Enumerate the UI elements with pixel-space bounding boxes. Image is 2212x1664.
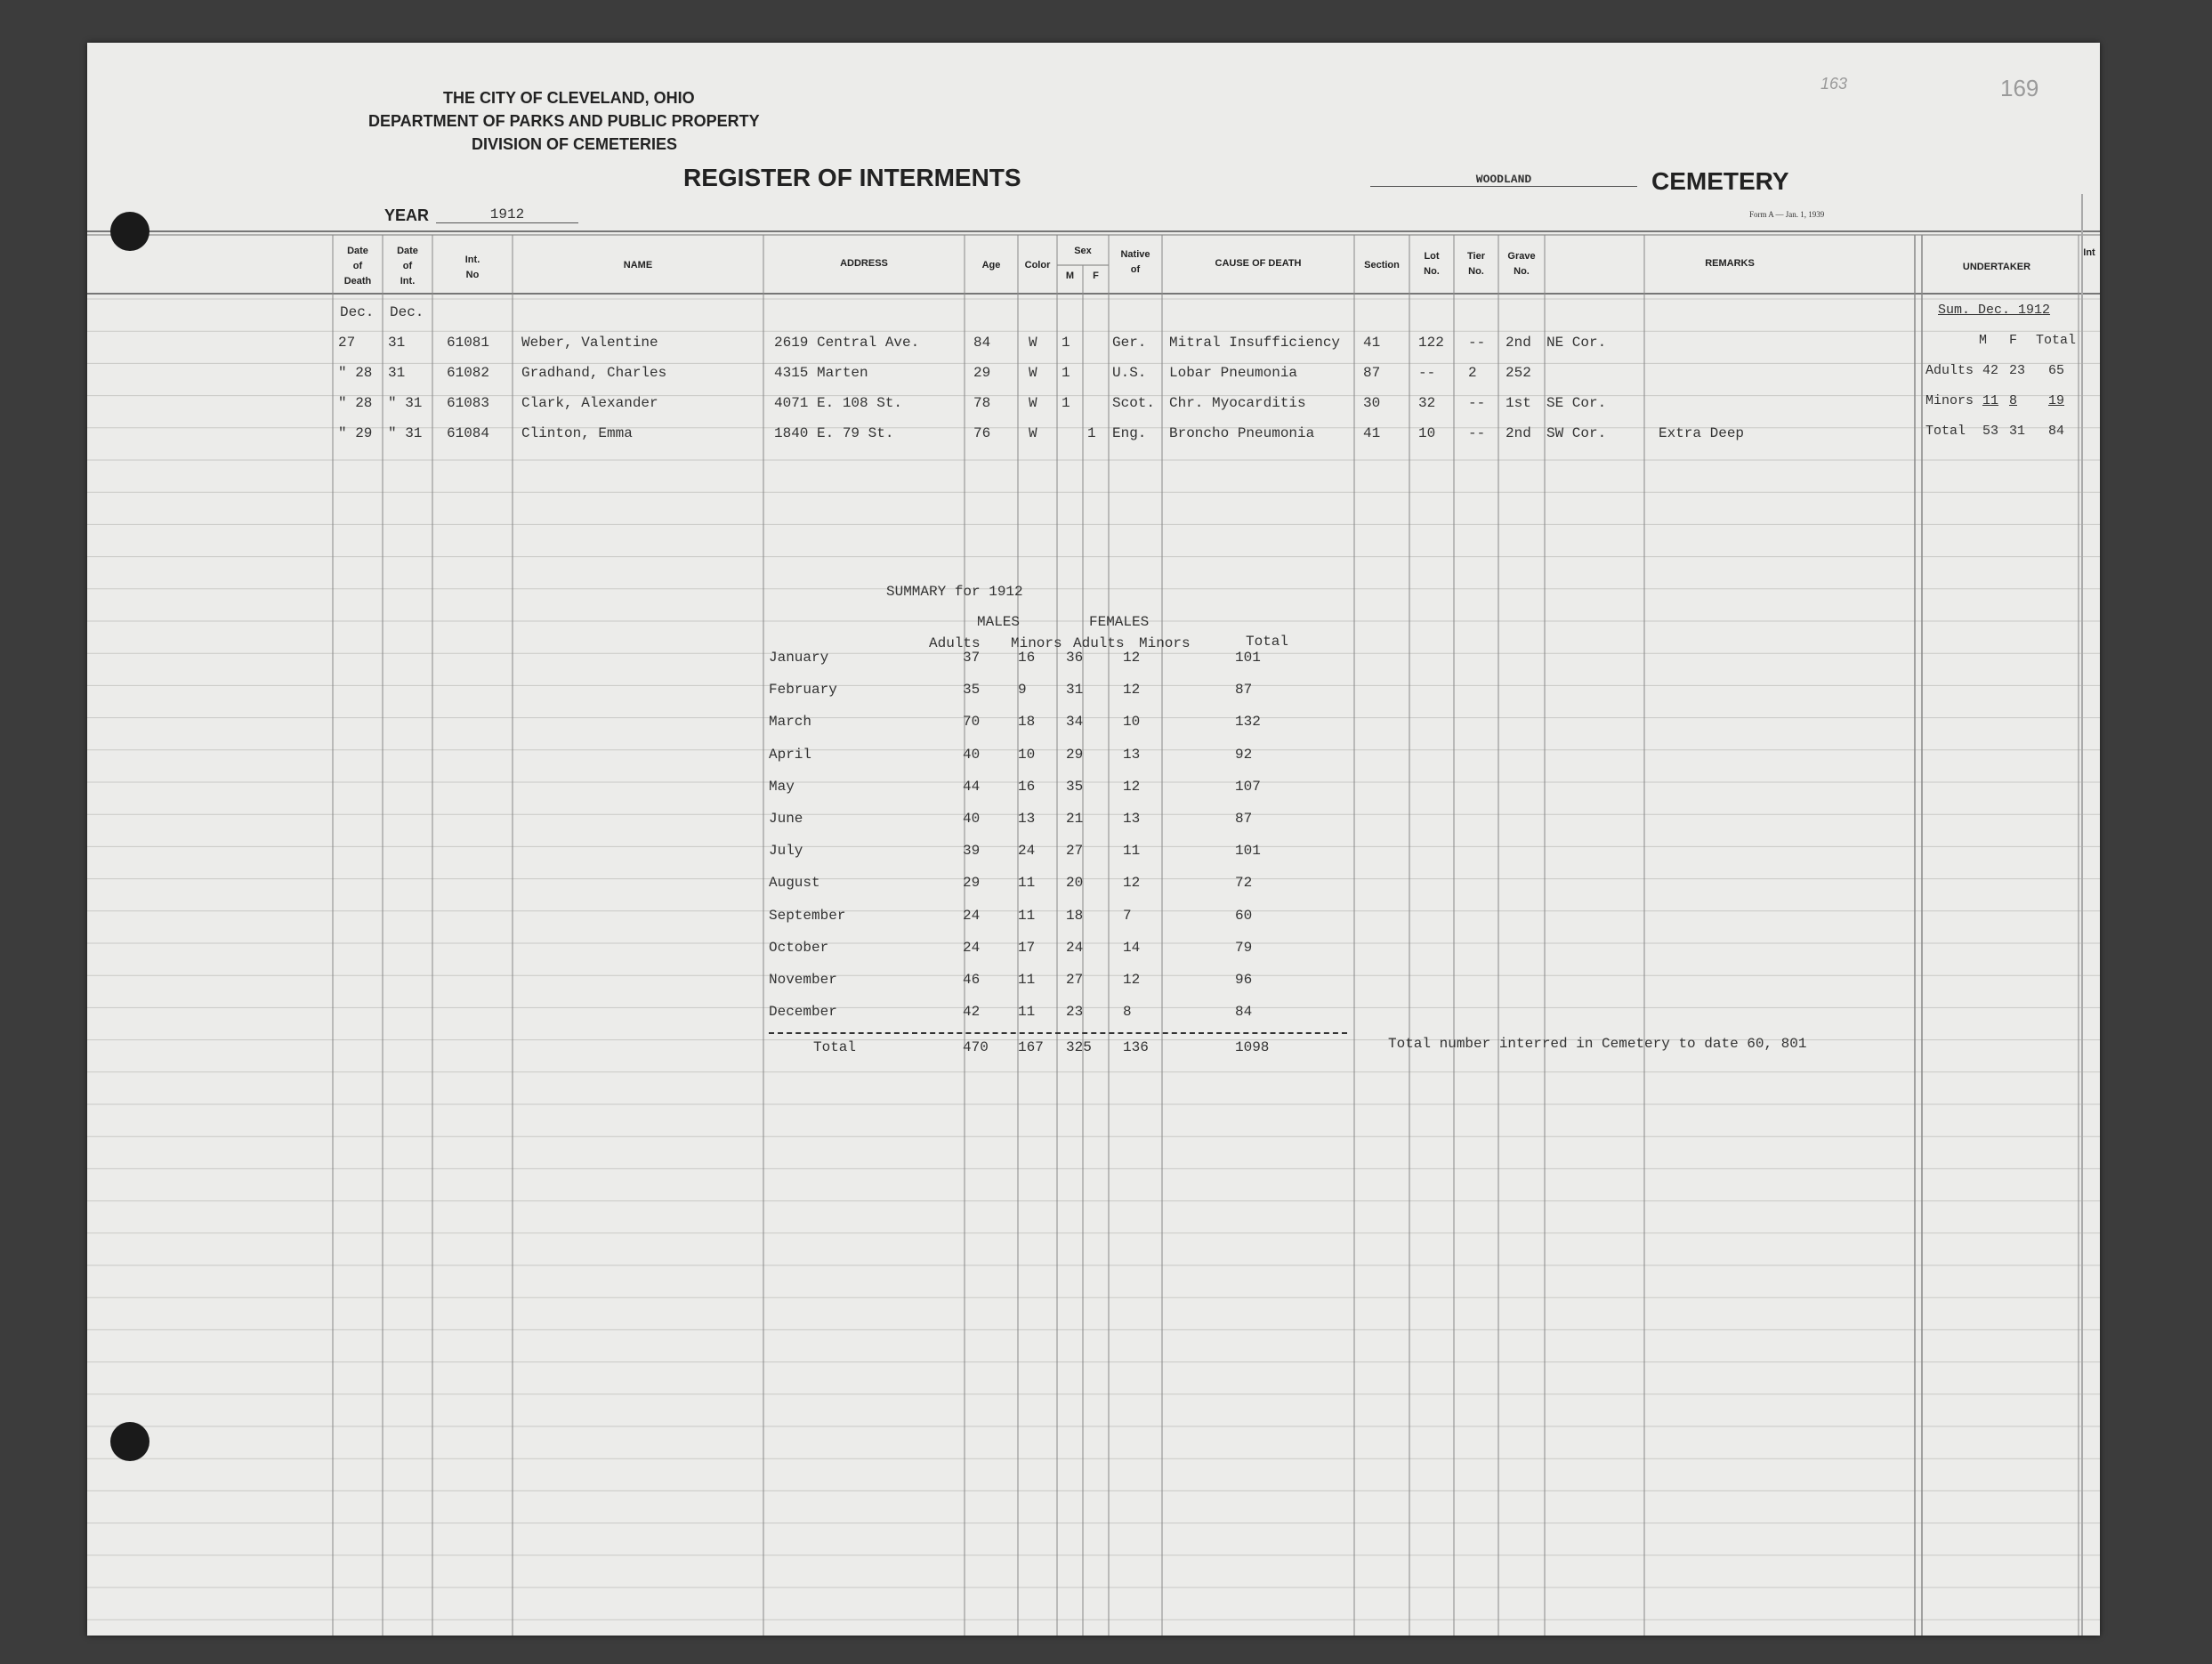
summary-col-male-minors: Minors — [1011, 635, 1062, 651]
record-lot: 32 — [1418, 395, 1436, 411]
undertaker-sum-total: 19 — [2048, 393, 2065, 408]
record-grave: 1st — [1506, 395, 1531, 411]
col-date-of-int: Date of Int. — [397, 246, 418, 287]
summary-male-adults: 40 — [963, 811, 981, 827]
record-native: Scot. — [1112, 395, 1156, 411]
col-extra: Int — [2083, 247, 2095, 258]
record-address: 4315 Marten — [774, 365, 868, 381]
summary-male-adults: 70 — [963, 714, 981, 730]
summary-males-label: MALES — [977, 614, 1021, 630]
undertaker-sum-head: F — [2009, 333, 2018, 348]
summary-female-minors: 10 — [1123, 714, 1141, 730]
summary-male-adults: 24 — [963, 940, 981, 956]
summary-month-name: March — [769, 714, 812, 730]
summary-female-adults: 29 — [1066, 747, 1084, 763]
summary-male-minors: 13 — [1018, 811, 1036, 827]
summary-month-name: February — [769, 682, 837, 698]
cemetery-name: WOODLAND — [1370, 173, 1637, 187]
record-name: Clark, Alexander — [521, 395, 658, 411]
summary-female-minors: 7 — [1123, 908, 1132, 924]
record-color: W — [1029, 335, 1037, 351]
summary-female-adults: 27 — [1066, 843, 1084, 859]
summary-month-name: June — [769, 811, 803, 827]
record-death-day: " 28 — [338, 395, 373, 411]
record-death-day: 27 — [338, 335, 356, 351]
summary-month-total: 107 — [1235, 779, 1261, 795]
summary-female-minors: 14 — [1123, 940, 1141, 956]
record-tier: -- — [1468, 425, 1486, 441]
undertaker-sum-m: 42 — [1982, 363, 1999, 378]
undertaker-sum-f: 23 — [2009, 363, 2026, 378]
record-age: 76 — [973, 425, 991, 441]
undertaker-sum-total: 65 — [2048, 363, 2065, 378]
summary-male-adults: 24 — [963, 908, 981, 924]
summary-total-label: Total — [813, 1039, 857, 1055]
record-color: W — [1029, 395, 1037, 411]
summary-total-rule — [769, 1032, 1347, 1034]
summary-month-total: 92 — [1235, 747, 1253, 763]
summary-female-minors: 13 — [1123, 811, 1141, 827]
binder-hole-top — [110, 212, 149, 251]
record-address: 1840 E. 79 St. — [774, 425, 894, 441]
register-title: REGISTER OF INTERMENTS — [683, 164, 1021, 191]
summary-female-adults: 35 — [1066, 779, 1084, 795]
summary-female-adults: 34 — [1066, 714, 1084, 730]
summary-col-male-adults: Adults — [929, 635, 981, 651]
record-tier: -- — [1468, 395, 1486, 411]
summary-male-adults: 35 — [963, 682, 981, 698]
col-date-of-death: Date of Death — [343, 246, 372, 287]
record-int-day: 31 — [388, 335, 406, 351]
month-header-death: Dec. — [340, 304, 375, 320]
record-native: U.S. — [1112, 365, 1147, 381]
record-int-no: 61084 — [447, 425, 490, 441]
summary-female-adults: 23 — [1066, 1004, 1084, 1020]
record-lot: -- — [1418, 365, 1436, 381]
undertaker-sum-head: Total — [2036, 333, 2077, 348]
summary-month-name: December — [769, 1004, 837, 1020]
col-sex: Sex — [1074, 246, 1092, 256]
year-value: 1912 — [436, 206, 578, 223]
summary-female-minors: 13 — [1123, 747, 1141, 763]
record-sex-m: 1 — [1062, 395, 1070, 411]
record-int-no: 61081 — [447, 335, 490, 351]
record-remarks: SE Cor. — [1546, 395, 1607, 411]
record-remarks-extra: Extra Deep — [1659, 425, 1745, 441]
form-number: Form A — Jan. 1, 1939 — [1749, 210, 1825, 219]
division-heading: DIVISION OF CEMETERIES — [472, 135, 678, 153]
summary-male-minors: 10 — [1018, 747, 1036, 763]
record-native: Eng. — [1112, 425, 1147, 441]
summary-male-adults: 42 — [963, 1004, 981, 1020]
record-remarks: SW Cor. — [1546, 425, 1607, 441]
summary-month-total: 132 — [1235, 714, 1261, 730]
summary-month-name: July — [769, 843, 803, 859]
page-number: 169 — [2000, 75, 2039, 101]
summary-month-name: September — [769, 908, 846, 924]
summary-month-total: 87 — [1235, 682, 1253, 698]
record-sex-m: 1 — [1062, 365, 1070, 381]
record-sex-m: 1 — [1062, 335, 1070, 351]
col-color: Color — [1024, 260, 1051, 271]
col-age: Age — [981, 260, 1001, 271]
summary-month-name: November — [769, 972, 837, 988]
record-int-day: " 31 — [388, 425, 423, 441]
record-name: Weber, Valentine — [521, 335, 658, 351]
record-age: 84 — [973, 335, 991, 351]
summary-month-name: October — [769, 940, 829, 956]
summary-month-total: 101 — [1235, 650, 1261, 666]
summary-female-adults: 18 — [1066, 908, 1084, 924]
record-address: 2619 Central Ave. — [774, 335, 920, 351]
record-section: 87 — [1363, 365, 1381, 381]
summary-female-minors: 12 — [1123, 875, 1141, 891]
summary-title: SUMMARY for 1912 — [886, 584, 1023, 600]
register-page — [87, 43, 2100, 1636]
summary-male-minors: 11 — [1018, 1004, 1036, 1020]
summary-female-adults: 36 — [1066, 650, 1084, 666]
summary-grand-total: 1098 — [1235, 1039, 1270, 1055]
summary-male-minors: 16 — [1018, 779, 1036, 795]
record-address: 4071 E. 108 St. — [774, 395, 903, 411]
record-section: 41 — [1363, 425, 1381, 441]
cemetery-label: CEMETERY — [1651, 167, 1789, 195]
summary-male-minors: 11 — [1018, 972, 1036, 988]
record-cause: Chr. Myocarditis — [1169, 395, 1306, 411]
record-sex-f: 1 — [1087, 425, 1096, 441]
summary-female-minors: 11 — [1123, 843, 1141, 859]
summary-female-adults: 27 — [1066, 972, 1084, 988]
summary-female-minors: 12 — [1123, 779, 1141, 795]
undertaker-sum-label: Minors — [1925, 393, 1974, 408]
summary-female-adults: 24 — [1066, 940, 1084, 956]
summary-female-minors: 12 — [1123, 650, 1141, 666]
col-native: Native of — [1120, 249, 1150, 275]
summary-col-female-minors: Minors — [1139, 635, 1191, 651]
record-grave: 2nd — [1506, 335, 1531, 351]
summary-male-minors: 24 — [1018, 843, 1036, 859]
summary-col-total: Total — [1246, 634, 1289, 650]
department-heading: DEPARTMENT OF PARKS AND PUBLIC PROPERTY — [368, 112, 760, 130]
record-int-day: " 31 — [388, 395, 423, 411]
summary-total-male-minors: 167 — [1018, 1039, 1044, 1055]
record-tier: -- — [1468, 335, 1486, 351]
summary-male-minors: 18 — [1018, 714, 1036, 730]
record-cause: Mitral Insufficiency — [1169, 335, 1341, 351]
record-section: 41 — [1363, 335, 1381, 351]
binder-hole-bottom — [110, 1422, 149, 1461]
summary-male-adults: 40 — [963, 747, 981, 763]
summary-male-minors: 16 — [1018, 650, 1036, 666]
record-lot: 10 — [1418, 425, 1436, 441]
undertaker-sum-title: Sum. Dec. 1912 — [1938, 303, 2051, 318]
record-name: Clinton, Emma — [521, 425, 633, 441]
record-int-day: 31 — [388, 365, 406, 381]
summary-female-adults: 21 — [1066, 811, 1084, 827]
col-address: ADDRESS — [840, 258, 888, 269]
summary-females-label: FEMALES — [1089, 614, 1150, 630]
summary-male-minors: 11 — [1018, 875, 1036, 891]
summary-female-adults: 31 — [1066, 682, 1084, 698]
col-cause: CAUSE OF DEATH — [1215, 258, 1302, 269]
summary-month-name: January — [769, 650, 829, 666]
summary-total-male-adults: 470 — [963, 1039, 989, 1055]
col-sex-m: M — [1065, 271, 1075, 281]
summary-month-name: April — [769, 747, 812, 763]
record-tier: 2 — [1468, 365, 1477, 381]
summary-male-adults: 46 — [963, 972, 981, 988]
record-remarks: NE Cor. — [1546, 335, 1607, 351]
summary-month-total: 60 — [1235, 908, 1253, 924]
record-color: W — [1029, 365, 1037, 381]
month-header-int: Dec. — [390, 304, 424, 320]
summary-male-adults: 37 — [963, 650, 981, 666]
undertaker-sum-total: 84 — [2048, 424, 2065, 439]
record-age: 78 — [973, 395, 991, 411]
col-sex-f: F — [1093, 271, 1099, 281]
record-cause: Broncho Pneumonia — [1169, 425, 1315, 441]
cemetery-total-note: Total number interred in Cemetery to date 60, 801 — [1388, 1036, 1807, 1052]
summary-female-adults: 20 — [1066, 875, 1084, 891]
summary-male-adults: 44 — [963, 779, 981, 795]
col-name: NAME — [623, 260, 653, 271]
record-name: Gradhand, Charles — [521, 365, 667, 381]
year-label: YEAR — [384, 206, 430, 224]
summary-month-total: 96 — [1235, 972, 1253, 988]
undertaker-sum-f: 31 — [2009, 424, 2026, 439]
record-grave: 252 — [1506, 365, 1531, 381]
record-cause: Lobar Pneumonia — [1169, 365, 1298, 381]
col-tier: Tier No. — [1467, 251, 1485, 277]
record-age: 29 — [973, 365, 991, 381]
col-int-no: Int. No — [464, 254, 480, 280]
record-color: W — [1029, 425, 1037, 441]
undertaker-sum-f: 8 — [2009, 393, 2018, 408]
summary-month-name: May — [769, 779, 795, 795]
undertaker-sum-m: 53 — [1982, 424, 1999, 439]
city-heading: THE CITY OF CLEVELAND, OHIO — [443, 89, 695, 107]
summary-month-total: 72 — [1235, 875, 1253, 891]
col-section: Section — [1364, 260, 1400, 271]
record-death-day: " 29 — [338, 425, 373, 441]
summary-female-minors: 12 — [1123, 682, 1141, 698]
summary-female-minors: 8 — [1123, 1004, 1132, 1020]
record-int-no: 61083 — [447, 395, 490, 411]
summary-male-minors: 17 — [1018, 940, 1036, 956]
undertaker-sum-m: 11 — [1982, 393, 1999, 408]
pencil-number: 163 — [1820, 75, 1848, 93]
summary-month-total: 101 — [1235, 843, 1261, 859]
summary-total-female-adults: 325 — [1066, 1039, 1092, 1055]
summary-male-minors: 9 — [1018, 682, 1027, 698]
record-lot: 122 — [1418, 335, 1444, 351]
summary-female-minors: 12 — [1123, 972, 1141, 988]
summary-month-total: 84 — [1235, 1004, 1253, 1020]
record-section: 30 — [1363, 395, 1381, 411]
summary-month-name: August — [769, 875, 820, 891]
col-lot: Lot No. — [1424, 251, 1440, 277]
record-grave: 2nd — [1506, 425, 1531, 441]
summary-male-adults: 29 — [963, 875, 981, 891]
summary-total-female-minors: 136 — [1123, 1039, 1149, 1055]
undertaker-sum-label: Total — [1925, 424, 1966, 439]
summary-month-total: 79 — [1235, 940, 1253, 956]
summary-month-total: 87 — [1235, 811, 1253, 827]
col-remarks: REMARKS — [1705, 258, 1755, 269]
undertaker-sum-head: M — [1979, 333, 1988, 348]
record-native: Ger. — [1112, 335, 1147, 351]
summary-col-female-adults: Adults — [1073, 635, 1125, 651]
col-grave: Grave No. — [1507, 251, 1536, 277]
record-int-no: 61082 — [447, 365, 490, 381]
record-death-day: " 28 — [338, 365, 373, 381]
col-undertaker: UNDERTAKER — [1962, 262, 2031, 272]
summary-male-adults: 39 — [963, 843, 981, 859]
undertaker-sum-label: Adults — [1925, 363, 1974, 378]
summary-male-minors: 11 — [1018, 908, 1036, 924]
